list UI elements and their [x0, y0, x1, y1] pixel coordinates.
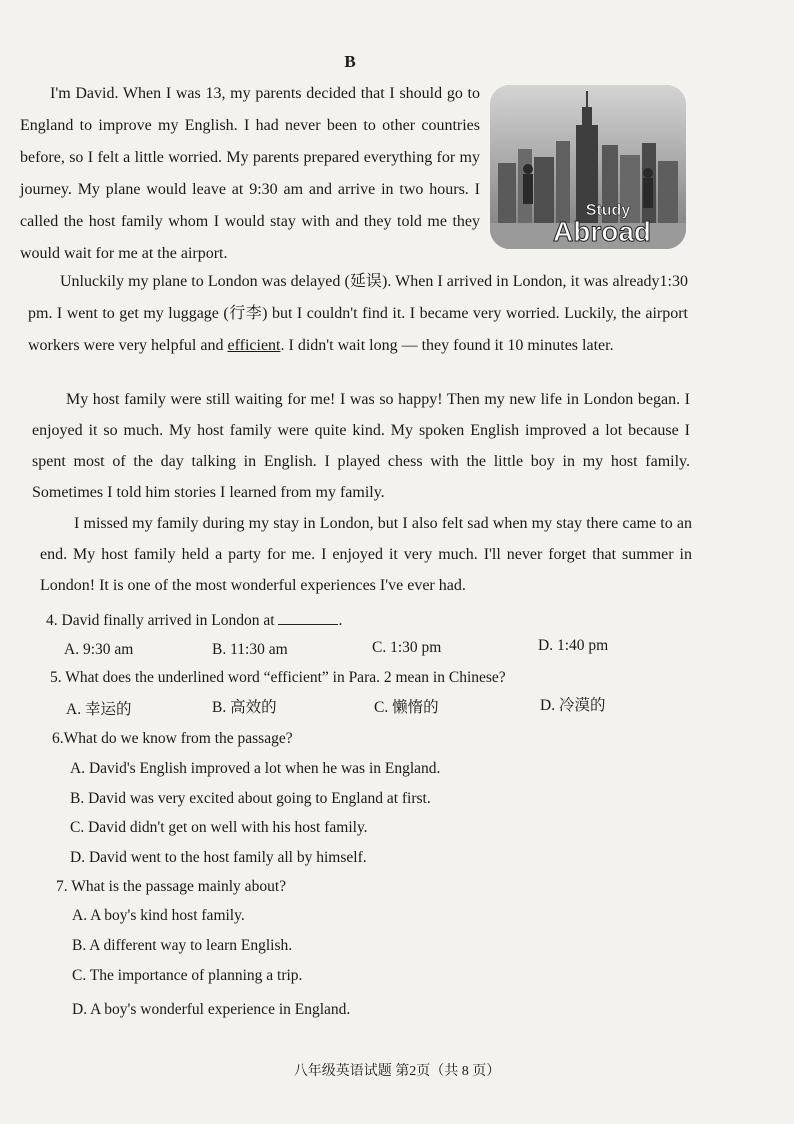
q5-option-b[interactable]: B. 高效的	[212, 699, 277, 716]
abroad-caption: Abroad	[553, 216, 651, 247]
underlined-word: efficient	[227, 337, 281, 354]
page-footer: 八年级英语试题 第2页（共 8 页）	[293, 1064, 501, 1079]
q7-option-d[interactable]: D. A boy's wonderful experience in England.	[72, 1001, 351, 1018]
question-7: 7. What is the passage mainly about?	[56, 878, 287, 895]
answer-blank[interactable]	[278, 610, 338, 625]
passage-paragraph-2: Unluckily my plane to London was delayed (延误). When I arrived in London, it was already1:30 pm. I went to get my luggage (行李) but I couldn't find it. I became very worried. Luckily, the airport workers were very helpful and efficient. I didn't wait long — they found it 10 minutes later.	[28, 273, 688, 354]
q7-option-c[interactable]: C. The importance of planning a trip.	[72, 967, 303, 984]
section-label: B	[344, 52, 356, 71]
q5-option-d[interactable]: D. 冷漠的	[540, 697, 606, 714]
q7-option-a[interactable]: A. A boy's kind host family.	[72, 907, 245, 924]
q6-option-a[interactable]: A. David's English improved a lot when he was in England.	[70, 760, 441, 777]
q4-option-b[interactable]: B. 11:30 am	[212, 641, 288, 658]
question-6: 6.What do we know from the passage?	[52, 730, 293, 747]
q6-option-c[interactable]: C. David didn't get on well with his host family.	[70, 819, 368, 836]
q7-option-b[interactable]: B. A different way to learn English.	[72, 937, 293, 954]
q6-option-d[interactable]: D. David went to the host family all by himself.	[70, 849, 367, 866]
q4-option-d[interactable]: D. 1:40 pm	[538, 637, 609, 654]
q6-option-b[interactable]: B. David was very excited about going to England at first.	[70, 790, 431, 807]
study-abroad-image	[490, 85, 686, 249]
q4-option-c[interactable]: C. 1:30 pm	[372, 639, 442, 656]
q4-option-a[interactable]: A. 9:30 am	[64, 641, 134, 658]
q5-option-c[interactable]: C. 懒惰的	[374, 699, 439, 716]
q5-option-a[interactable]: A. 幸运的	[66, 701, 132, 718]
passage-paragraph-4: I missed my family during my stay in London, but I also felt sad when my stay there came to an end. My host family held a party for me. I enjoyed it very much. I'll never forget that summer in London! It is one of the most wonderful experiences I've ever had.	[40, 515, 692, 594]
question-5: 5. What does the underlined word “efficient” in Para. 2 mean in Chinese?	[50, 669, 506, 686]
study-caption: Study	[585, 202, 631, 219]
question-4: 4. David finally arrived in London at .	[46, 612, 343, 629]
passage-paragraph-3: My host family were still waiting for me! I was so happy! Then my new life in London began. I enjoyed it so much. My host family were quite kind. My spoken English improved a lot because I spent most of the day talking in English. I played chess with the little boy in my host family. Sometimes I told him stories I learned from my family.	[32, 391, 690, 501]
passage-paragraph-1: I'm David. When I was 13, my parents decided that I should go to England to improve my English. I had never been to other countries before, so I felt a little worried. My parents prepared everything for my journey. My plane would leave at 9:30 am and arrive in two hours. I called the host family whom I would stay with and they told me they would wait for me at the airport.	[20, 85, 480, 262]
